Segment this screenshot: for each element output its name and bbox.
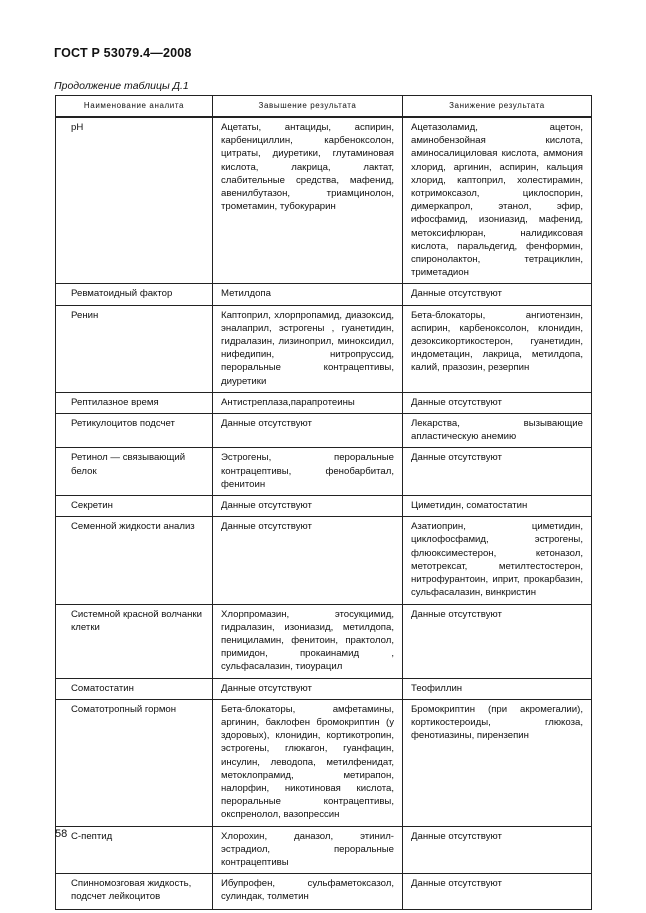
increase-cell: Метилдопа xyxy=(213,284,403,305)
table-row xyxy=(56,414,592,448)
page-number: 58 xyxy=(55,828,68,840)
increase-cell: Хлорохин, даназол, этинил-эстрадиол, пероральные контрацептивы xyxy=(213,826,403,874)
analyte-cell: pH xyxy=(56,117,213,284)
table-row xyxy=(56,699,592,826)
table-header-row xyxy=(56,96,592,118)
table-row xyxy=(56,305,592,392)
table-row xyxy=(56,284,592,305)
table-row xyxy=(56,517,592,604)
analyte-cell: С-пептид xyxy=(56,826,213,874)
increase-cell: Данные отсутствуют xyxy=(213,517,403,604)
column-header-analyte: Наименование аналита xyxy=(56,96,213,118)
table-row xyxy=(56,448,592,496)
increase-cell: Данные отсутствуют xyxy=(213,496,403,517)
table-row xyxy=(56,117,592,284)
analyte-cell: Спинномозговая жидкость, подсчет лейкоцитов xyxy=(56,874,213,910)
analyte-cell: Ретинол — связывающий белок xyxy=(56,448,213,496)
increase-cell: Бета-блокаторы, амфетамины, аргинин, баклофен бромокриптин (у здоровых), клонидин, кортикотропин, эстрогены, глюкагон, гуанфацин, инсулин, леводопа, метилфенидат, метоклопрамид, метирапон, налорфин, никотиновая кислота, пероральные контрацептивы, окспренолол, вазопрессин xyxy=(213,699,403,826)
table-row xyxy=(56,826,592,874)
analyte-cell: Рептилазное время xyxy=(56,392,213,413)
decrease-cell: Теофиллин xyxy=(403,678,592,699)
analyte-cell: Семенной жидкости анализ xyxy=(56,517,213,604)
decrease-cell: Данные отсутствуют xyxy=(403,448,592,496)
decrease-cell: Азатиоприн, циметидин, циклофосфамид, эстрогены, флюоксиместерон, кетоназол, метотрексат, метилтестостерон, нитрофурантоин, иприт, прокарбазин, сульфасалазин, винкристин xyxy=(403,517,592,604)
decrease-cell: Циметидин, соматостатин xyxy=(403,496,592,517)
decrease-cell: Ацетазоламид, ацетон, аминобензойная кислота, аминосалициловая кислота, аммония хлорид, аргинин, аспирин, кальция хлорид, каптоприл, холестирамин, котримоксазол, циклоспорин, димеркапрол, этанол, эфир, ифосфамид, изониазид, мафенид, метоксифлюран, налидиксовая кислота, паральдегид, фенформин, спиронолактон, тетрациклин, триметадион xyxy=(403,117,592,284)
analyte-cell: Ретикулоцитов подсчет xyxy=(56,414,213,448)
analyte-cell: Ревматоидный фактор xyxy=(56,284,213,305)
decrease-cell: Данные отсутствуют xyxy=(403,392,592,413)
analyte-cell: Соматостатин xyxy=(56,678,213,699)
increase-cell: Хлорпромазин, этосукцимид, гидралазин, изониазид, метилдопа, пенициламин, фенитоин, практолол, примидон, прокаинамид , сульфасалазин, тиоурацил xyxy=(213,604,403,678)
analyte-cell: Соматотропный гормон xyxy=(56,699,213,826)
increase-cell: Ибупрофен, сульфаметоксазол, сулиндак, толметин xyxy=(213,874,403,910)
table-row xyxy=(56,678,592,699)
increase-cell: Ацетаты, антациды, аспирин, карбенициллин, карбеноксолон, цитраты, диуретики, глутаминовая кислота, лакрица, лактат, слабительные средства, мафенид, авенилбутазон, триамцинолон, трометамин, тубокурарин xyxy=(213,117,403,284)
table-row xyxy=(56,392,592,413)
decrease-cell: Данные отсутствуют xyxy=(403,874,592,910)
table-row xyxy=(56,874,592,910)
table-caption: Продолжение таблицы Д.1 xyxy=(54,80,189,92)
document-header: ГОСТ Р 53079.4—2008 xyxy=(54,46,192,60)
increase-cell: Данные отсутствуют xyxy=(213,414,403,448)
increase-cell: Антистреплаза,парапротеины xyxy=(213,392,403,413)
column-header-decrease: Занижение результата xyxy=(403,96,592,118)
increase-cell: Данные отсутствуют xyxy=(213,678,403,699)
decrease-cell: Данные отсутствуют xyxy=(403,284,592,305)
table-row xyxy=(56,604,592,678)
analyte-cell: Ренин xyxy=(56,305,213,392)
analyte-cell: Секретин xyxy=(56,496,213,517)
decrease-cell: Данные отсутствуют xyxy=(403,604,592,678)
decrease-cell: Бета-блокаторы, ангиотензин, аспирин, карбеноксолон, клонидин, дезоксикортикостерон, гуанетидин, индометацин, лакрица, метилдопа, калий, празозин, резерпин xyxy=(403,305,592,392)
column-header-increase: Завышение результата xyxy=(213,96,403,118)
decrease-cell: Лекарства, вызывающие апластическую анемию xyxy=(403,414,592,448)
drug-interference-table xyxy=(55,95,592,910)
table-row xyxy=(56,496,592,517)
increase-cell: Эстрогены, пероральные контрацептивы, фенобарбитал, фенитоин xyxy=(213,448,403,496)
decrease-cell: Данные отсутствуют xyxy=(403,826,592,874)
analyte-cell: Системной красной волчанки клетки xyxy=(56,604,213,678)
increase-cell: Каптоприл, хлорпропамид, диазоксид, эналаприл, эстрогены , гуанетидин, гидралазин, лизиноприл, миноксидил, нифедипин, нитропруссид, пероральные контрацептивы, диуретики xyxy=(213,305,403,392)
decrease-cell: Бромокриптин (при акромегалии), кортикостероиды, глюкоза, фенотиазины, пирензепин xyxy=(403,699,592,826)
